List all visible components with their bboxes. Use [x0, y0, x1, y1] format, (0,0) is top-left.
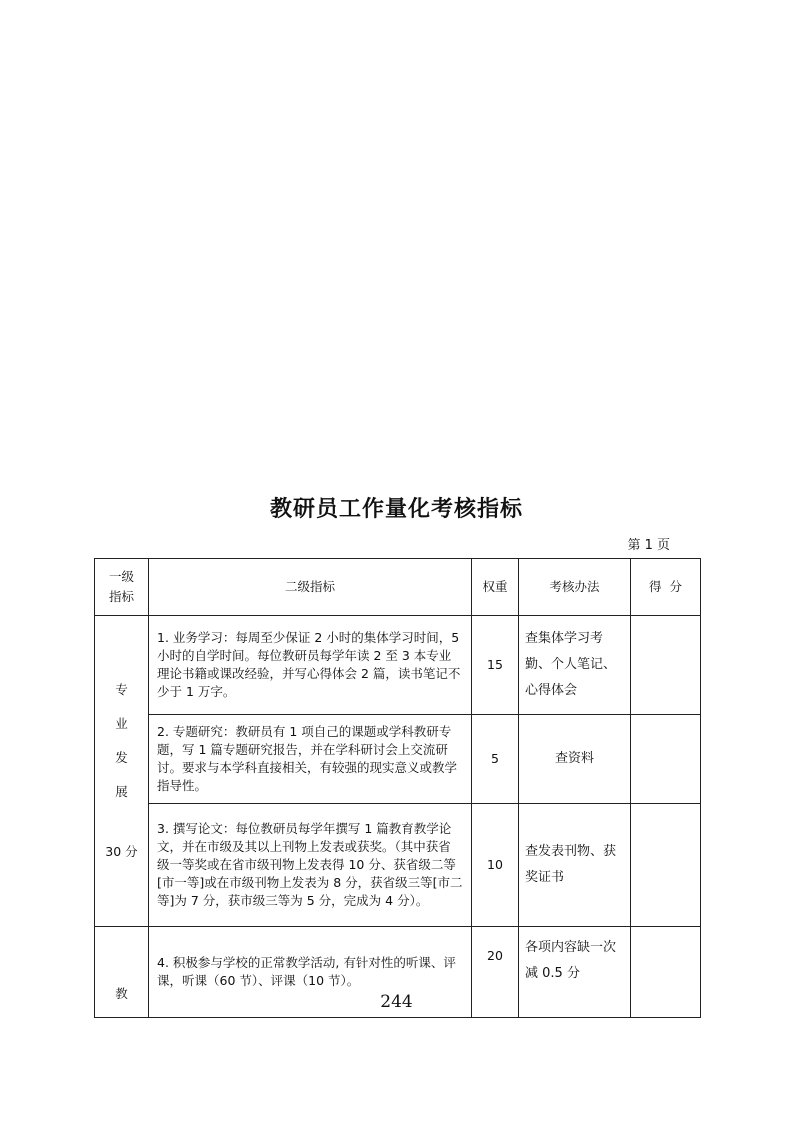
table-row	[95, 616, 701, 715]
document-title: 教研员工作量化考核指标	[269, 497, 523, 522]
item-method: 各项内容缺一次减 0.5 分	[519, 927, 631, 1018]
header-level1-indicator	[95, 559, 149, 616]
header-score: 得 分	[631, 559, 701, 616]
category-professional-development	[95, 616, 149, 927]
item-weight: 15	[472, 616, 519, 715]
table-header-row	[95, 559, 701, 616]
item-method: 查集体学习考勤、个人笔记、心得体会	[519, 616, 631, 715]
header-level1-line1: 一级	[108, 569, 134, 584]
category-char: 发	[115, 750, 128, 765]
category-char: 业	[115, 716, 128, 731]
item-description: 4. 积极参与学校的正常教学活动, 有针对性的听课、评课，听课（60 节）、评课（10 节）。	[149, 927, 472, 1018]
table-row	[95, 715, 701, 804]
category-char: 专	[115, 682, 128, 697]
assessment-table	[94, 558, 701, 1018]
item-description: 1. 业务学习：每周至少保证 2 小时的集体学习时间，5 小时的自学时间。每位教研员每学年读 2 至 3 本专业理论书籍或课改经验，并写心得体会 2 篇，读书笔记不少于 1 万字。	[149, 616, 472, 715]
item-description: 3. 撰写论文：每位教研员每学年撰写 1 篇教育教学论文，并在市级及其以上刊物上发表或获奖。（其中获省级一等奖或在省市级刊物上发表得 10 分、获省级二等[市一等]或在市级刊物上发表为 8 分，获省级三等[市二等]为 7 分，获市级三等为 5 分，完成为 4 分）。	[149, 804, 472, 927]
item-weight: 20	[472, 927, 519, 1018]
table-row	[95, 804, 701, 927]
item-method: 查发表刊物、获奖证书	[519, 804, 631, 927]
item-score	[631, 715, 701, 804]
item-method: 查资料	[519, 715, 631, 804]
category-score: 30 分	[105, 844, 138, 859]
item-weight: 10	[472, 804, 519, 927]
item-score	[631, 804, 701, 927]
page-label: 第 1 页	[627, 538, 670, 553]
header-method: 考核办法	[519, 559, 631, 616]
header-level1-line2: 指标	[108, 589, 134, 604]
item-description: 2. 专题研究：教研员有 1 项自己的课题或学科教研专题，写 1 篇专题研究报告，并在学科研讨会上交流研讨。要求与本学科直接相关，有较强的现实意义或教学指导性。	[149, 715, 472, 804]
category-char: 展	[115, 784, 128, 799]
header-weight: 权重	[472, 559, 519, 616]
item-weight: 5	[472, 715, 519, 804]
page-number: 244	[380, 992, 413, 1012]
item-score	[631, 616, 701, 715]
header-level2-indicator: 二级指标	[149, 559, 472, 616]
category-char: 教	[115, 986, 128, 1001]
